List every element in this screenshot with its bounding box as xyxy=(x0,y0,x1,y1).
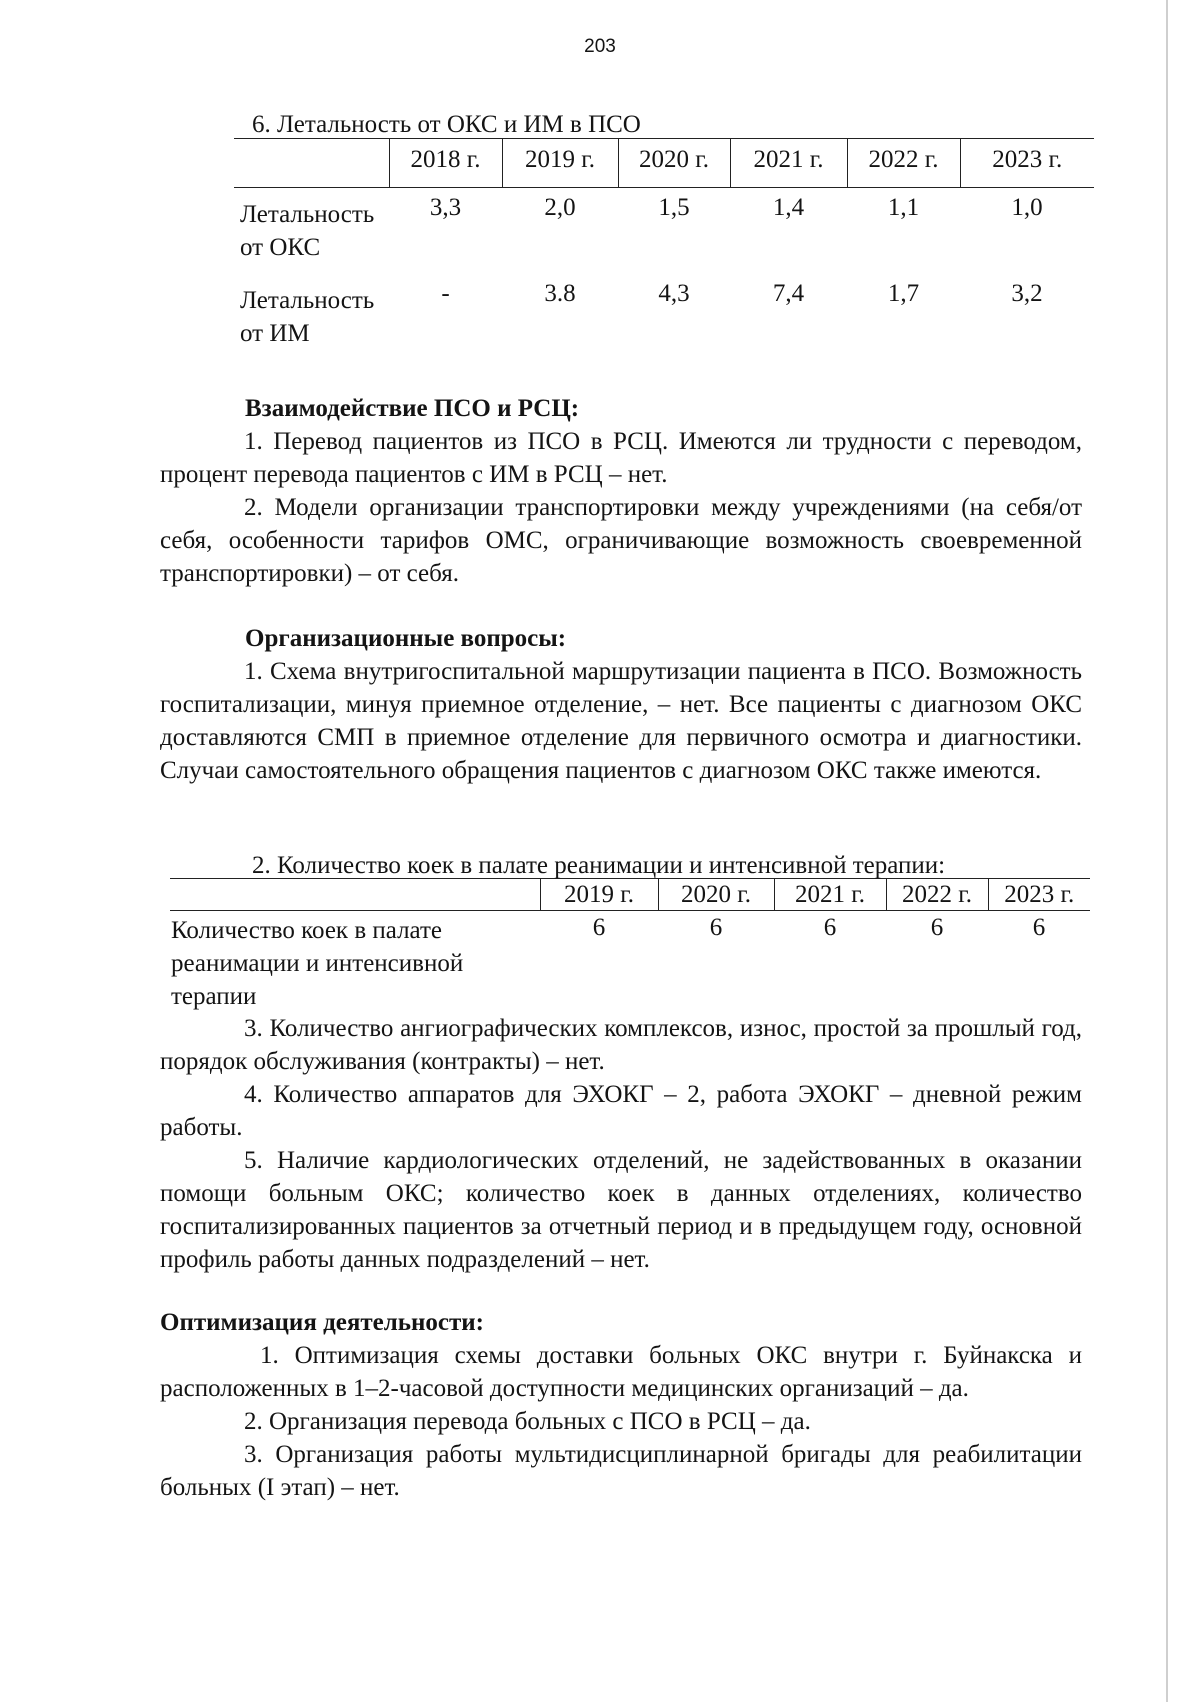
section-optimization xyxy=(160,1306,1082,1504)
section-heading: Оптимизация деятельности: xyxy=(160,1309,484,1336)
header-cell: 2022 г. xyxy=(886,879,988,911)
paragraph: 2. Организация перевода больных с ПСО в РСЦ – да. xyxy=(244,1408,811,1435)
table-cell: 3.8 xyxy=(544,280,576,307)
mortality-table-block xyxy=(234,110,1094,360)
table-cell: 4,3 xyxy=(658,280,690,307)
paragraph: 3. Количество ангиографических комплексов, износ, простой за прошлый год, порядок обслуживания (контракты) – нет. xyxy=(160,1015,1082,1075)
section-equipment xyxy=(160,1012,1082,1276)
header-cell xyxy=(170,879,540,911)
table-row xyxy=(170,911,1090,1015)
header-cell: 2021 г. xyxy=(774,879,886,911)
header-cell xyxy=(234,139,389,188)
paragraph: 1. Оптимизация схемы доставки больных ОКС внутри г. Буйнакска и расположенных в 1–2-часовой доступности медицинских организаций – да. xyxy=(160,1342,1082,1402)
table-cell: 7,4 xyxy=(772,280,805,307)
table-row xyxy=(234,274,1094,360)
header-cell: 2022 г. xyxy=(847,139,960,188)
paragraph: 1. Перевод пациентов из ПСО в РСЦ. Имеются ли трудности с переводом, процент перевода пациентов с ИМ в РСЦ – нет. xyxy=(160,428,1082,488)
mortality-table-caption: 6. Летальность от ОКС и ИМ в ПСО xyxy=(252,111,641,138)
table-cell: 6 xyxy=(1032,914,1046,941)
paragraph: 3. Организация работы мультидисциплинарной бригады для реабилитации больных (I этап) – нет. xyxy=(160,1441,1082,1501)
page-edge-line xyxy=(1166,0,1168,1702)
header-cell: 2019 г. xyxy=(502,139,618,188)
table-cell: 6 xyxy=(823,914,837,941)
header-cell: 2018 г. xyxy=(389,139,502,188)
row-label: Летальность от ИМ xyxy=(240,287,375,347)
table-cell: 1,4 xyxy=(772,194,805,221)
section-org-questions xyxy=(160,622,1082,787)
beds-table xyxy=(170,878,1090,1014)
paragraph: 2. Модели организации транспортировки между учреждениями (на себя/от себя, особенности тарифов ОМС, ограничивающие возможность своевременной транспортировки) – от себя. xyxy=(160,494,1082,587)
beds-table-header xyxy=(170,879,1090,911)
table-cell: 1,1 xyxy=(887,194,920,221)
table-cell: - xyxy=(441,280,450,307)
table-row xyxy=(234,188,1094,275)
header-cell: 2020 г. xyxy=(618,139,730,188)
beds-table-block xyxy=(170,851,1090,1014)
table-cell: 1,0 xyxy=(1011,194,1043,221)
header-cell: 2023 г. xyxy=(988,879,1090,911)
row-label: Летальность от ОКС xyxy=(240,201,375,261)
table-cell: 3,2 xyxy=(1011,280,1043,307)
table-cell: 6 xyxy=(592,914,606,941)
table-cell: 6 xyxy=(709,914,723,941)
section-heading: Организационные вопросы: xyxy=(245,625,567,652)
table-cell: 1,7 xyxy=(887,280,920,307)
row-label: Количество коек в палате реанимации и интенсивной терапии xyxy=(171,917,464,1010)
section-heading: Взаимодействие ПСО и РСЦ: xyxy=(245,395,580,422)
mortality-table xyxy=(234,138,1094,360)
page-number: 203 xyxy=(584,36,616,57)
section-pso-rsc xyxy=(160,392,1082,590)
beds-table-caption: 2. Количество коек в палате реанимации и интенсивной терапии: xyxy=(252,852,946,879)
table-cell: 1,5 xyxy=(658,194,690,221)
paragraph: 1. Схема внутригоспитальной маршрутизации пациента в ПСО. Возможность госпитализации, минуя приемное отделение, – нет. Все пациенты с диагнозом ОКС доставляются СМП в приемное отделение для первичного осмотра и диагностики. Случаи самостоятельного обращения пациентов с диагнозом ОКС также имеются. xyxy=(160,658,1082,784)
table-cell: 3,3 xyxy=(429,194,462,221)
table-cell: 6 xyxy=(930,914,944,941)
header-cell: 2023 г. xyxy=(960,139,1094,188)
header-cell: 2019 г. xyxy=(540,879,658,911)
paragraph: 4. Количество аппаратов для ЭХОКГ – 2, работа ЭХОКГ – дневной режим работы. xyxy=(160,1081,1082,1141)
mortality-table-header xyxy=(234,139,1094,188)
paragraph: 5. Наличие кардиологических отделений, не задействованных в оказании помощи больным ОКС; количество коек в данных отделениях, количество госпитализированных пациентов за отчетный период и в предыдущем году, основной профиль работы данных подразделений – нет. xyxy=(160,1147,1082,1273)
header-cell: 2020 г. xyxy=(658,879,774,911)
table-cell: 2,0 xyxy=(544,194,576,221)
header-cell: 2021 г. xyxy=(730,139,847,188)
